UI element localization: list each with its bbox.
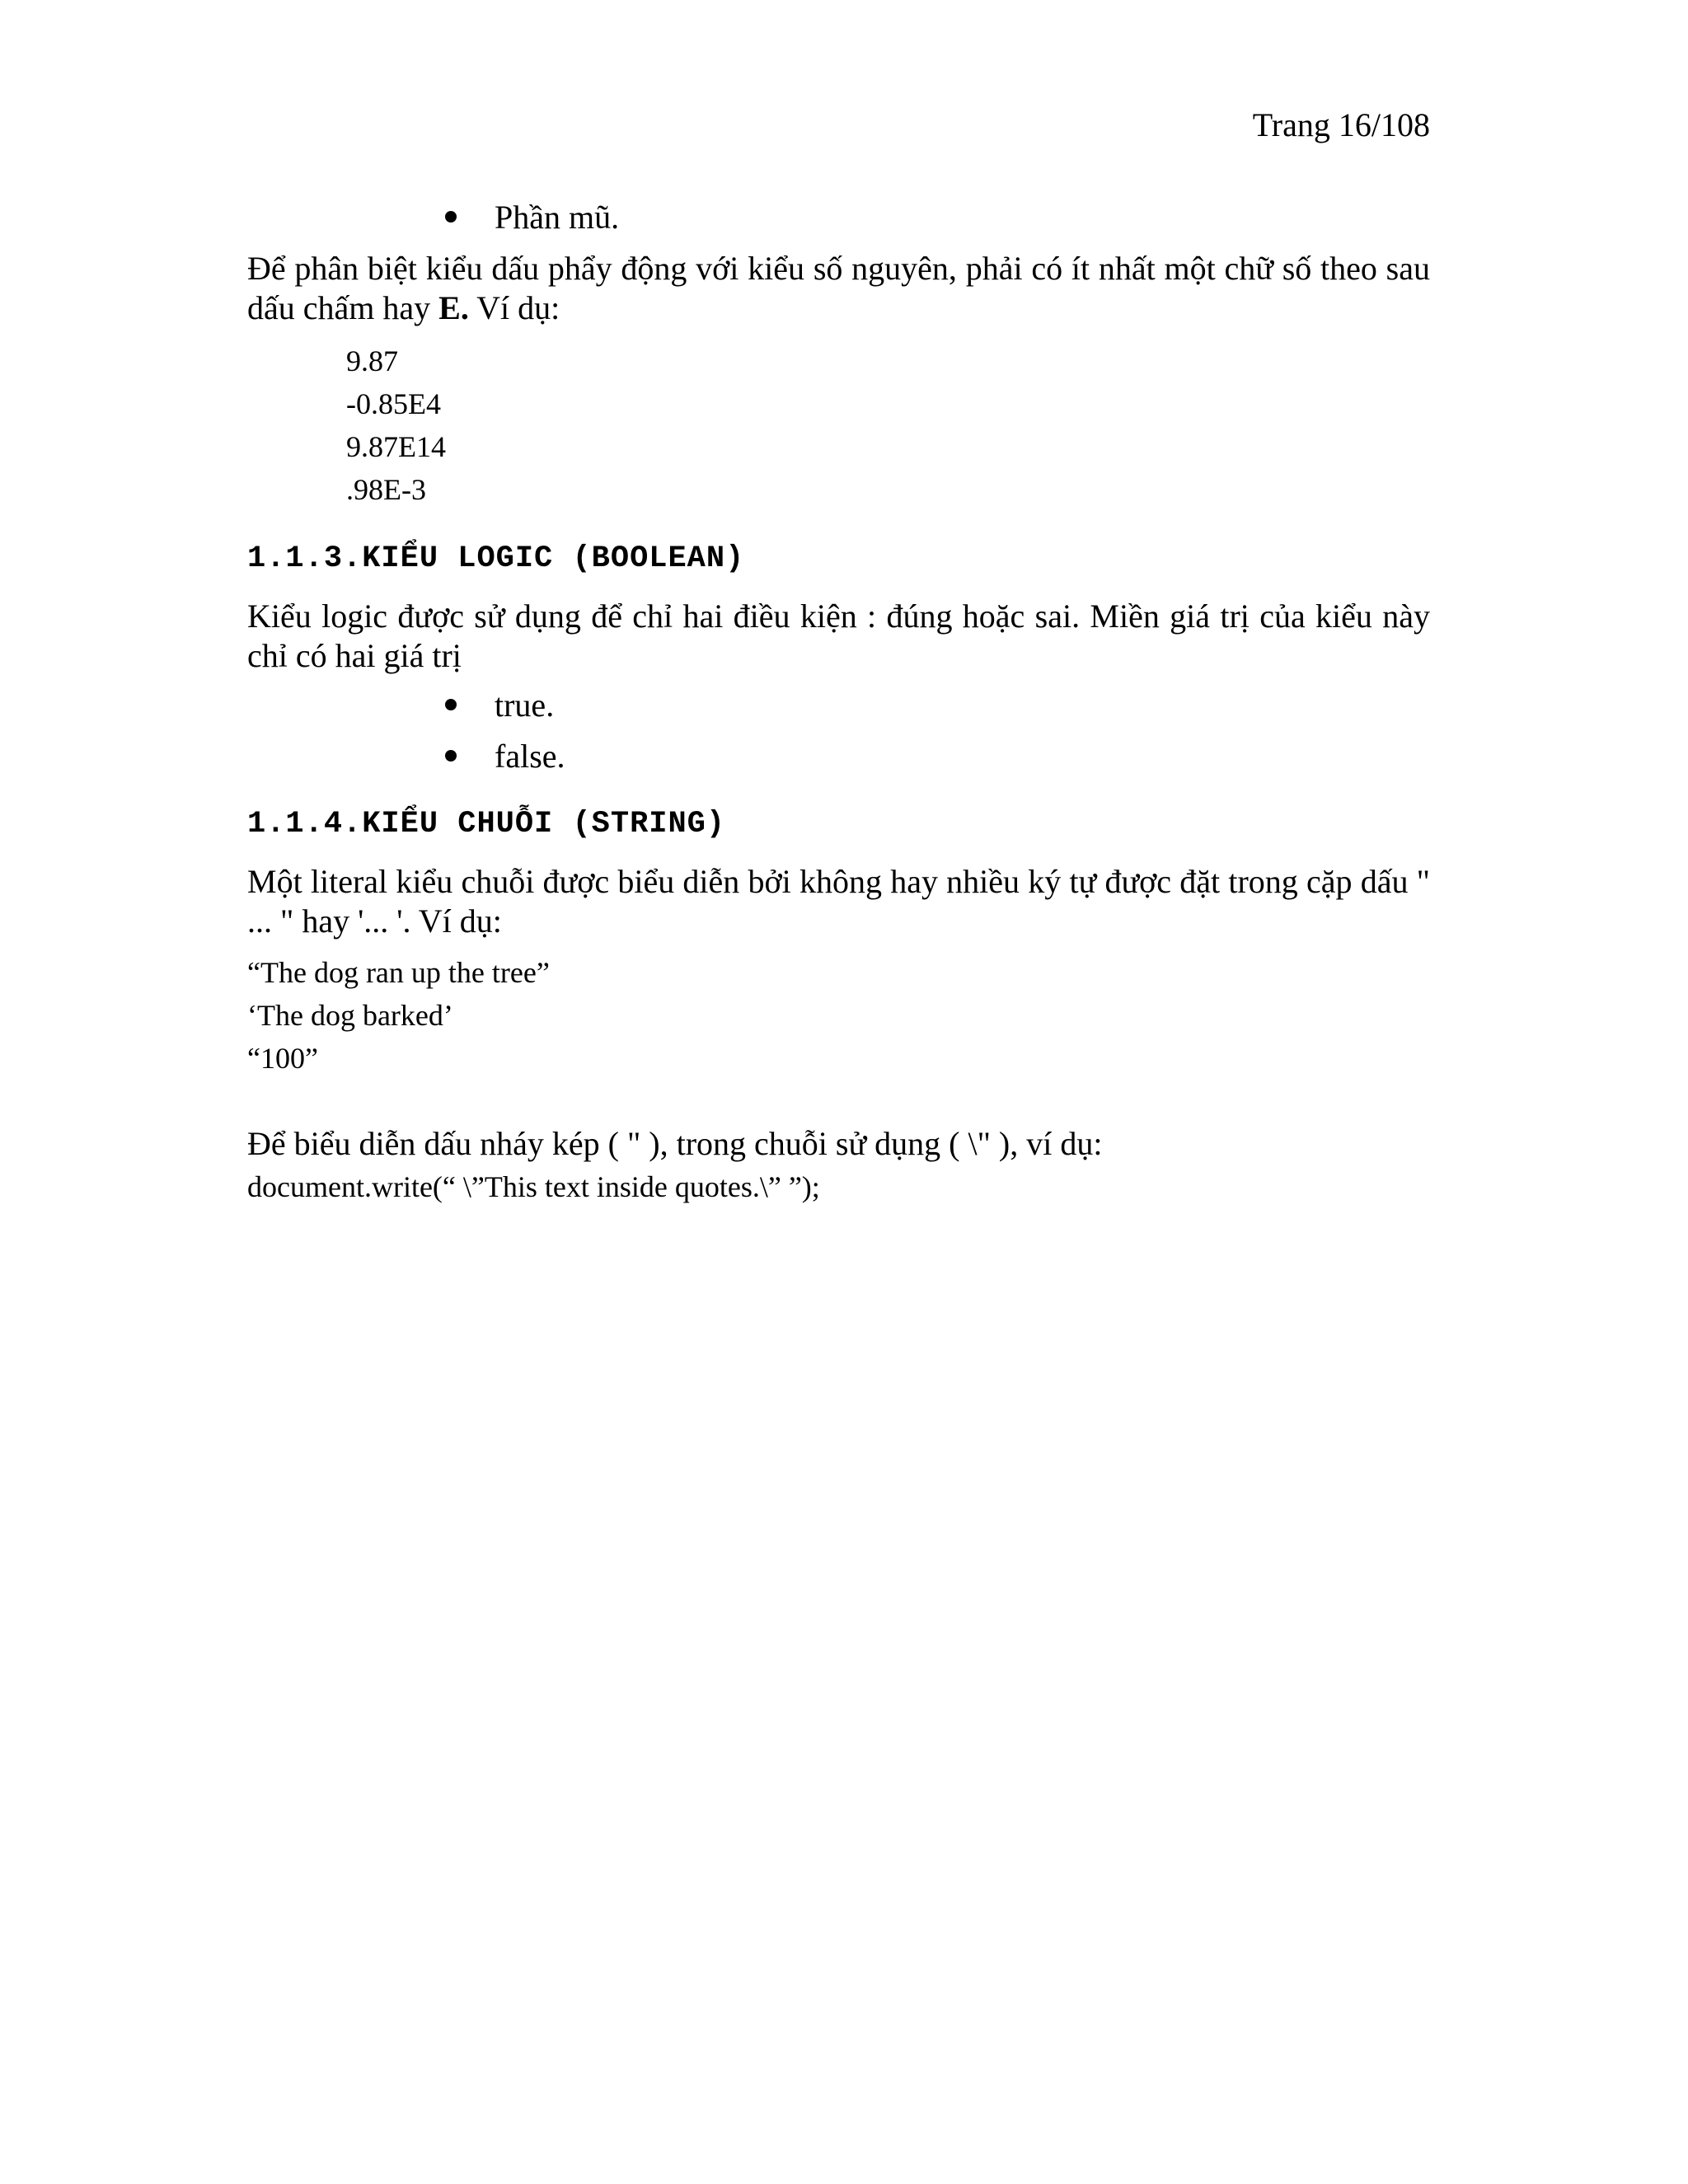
string-examples [247, 951, 1430, 1080]
float-paragraph [247, 249, 1430, 328]
bullet-icon [445, 211, 457, 223]
float-paragraph-text: Để phân biệt kiểu dấu phẩy động với kiểu số nguyên, phải có ít nhất một chữ số theo sau dấu chấm hay [247, 250, 1430, 326]
exponent-bullet-list [247, 198, 1430, 237]
code-example: document.write(“ \”This text inside quotes.\” ”); [247, 1170, 820, 1203]
bullet-icon [445, 750, 457, 762]
list-item: .98E-3 [346, 473, 426, 506]
list-item [445, 737, 1430, 776]
list-item-text: false. [495, 738, 565, 775]
list-item: 9.87E14 [346, 430, 446, 463]
list-item-text: Phần mũ. [495, 199, 620, 236]
list-item: ‘The dog barked’ [247, 999, 453, 1032]
bullet-icon [445, 699, 457, 710]
section-heading-string: 1.1.4.KIỂU CHUỖI (STRING) [247, 807, 726, 841]
list-item-text: true. [495, 687, 555, 724]
float-examples [346, 340, 1430, 511]
page-content [247, 198, 1430, 1207]
float-paragraph-bold: E. [438, 289, 469, 326]
escape-paragraph: Để biểu diễn dấu nháy kép ( " ), trong chuỗi sử dụng ( \" ), ví dụ: [247, 1125, 1103, 1162]
float-paragraph-tail: Ví dụ: [468, 289, 560, 326]
logic-bullet-list [247, 686, 1430, 776]
page-number: Trang 16/108 [1252, 106, 1430, 143]
list-item: -0.85E4 [346, 387, 441, 420]
list-item: “The dog ran up the tree” [247, 956, 550, 989]
section-heading-logic: 1.1.3.KIỂU LOGIC (BOOLEAN) [247, 541, 745, 576]
logic-paragraph: Kiểu logic được sử dụng để chỉ hai điều kiện : đúng hoặc sai. Miền giá trị của kiểu này chỉ có hai giá trị [247, 598, 1430, 674]
list-item [445, 198, 1430, 237]
list-item [445, 686, 1430, 725]
string-paragraph: Một literal kiểu chuỗi được biểu diễn bởi không hay nhiều ký tự được đặt trong cặp dấu " ... " hay '... '. Ví dụ: [247, 863, 1430, 940]
list-item: 9.87 [346, 344, 398, 377]
list-item: “100” [247, 1042, 318, 1075]
